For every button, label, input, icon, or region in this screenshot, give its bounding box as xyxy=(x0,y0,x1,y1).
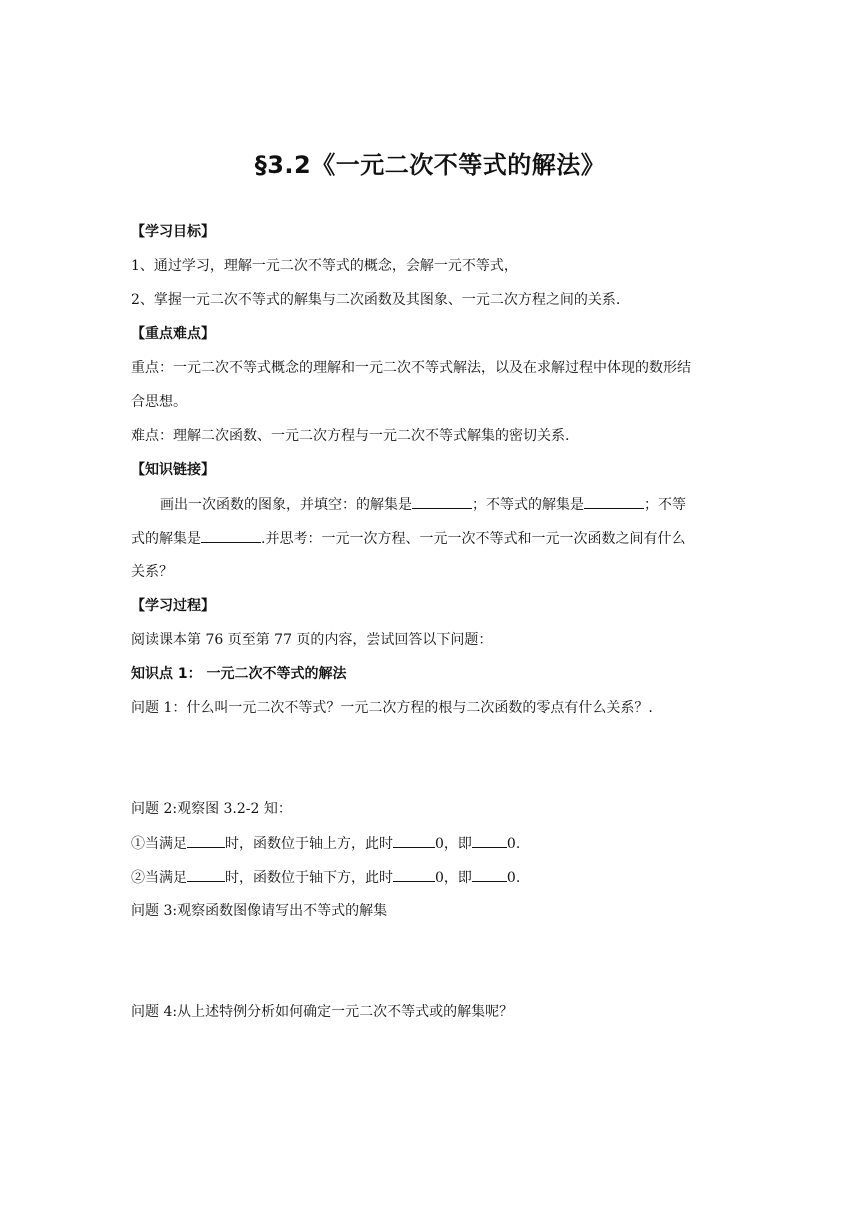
page-title: §3.2《一元二次不等式的解法》 xyxy=(254,151,606,179)
question-4: 问题 4:从上述特例分析如何确定一元二次不等式或的解集呢？ xyxy=(131,1004,514,1020)
q2-item1-text-d: 0. xyxy=(506,836,521,852)
link-text-b: ；不等式的解集是 xyxy=(472,497,584,513)
answer-blank[interactable] xyxy=(187,867,225,882)
focus-text-line2: 合思想。 xyxy=(131,394,187,410)
answer-blank[interactable] xyxy=(393,867,435,882)
link-paragraph-line3: 关系？ xyxy=(131,564,173,580)
link-text-a: 画出一次函数的图象，并填空：的解集是 xyxy=(160,497,412,513)
q2-item2-text-a: ②当满足 xyxy=(131,870,187,886)
answer-blank[interactable] xyxy=(412,494,472,509)
reading-instruction: 阅读课本第 76 页至第 77 页的内容，尝试回答以下问题： xyxy=(131,632,493,648)
question-2: 问题 2:观察图 3.2-2 知： xyxy=(131,801,292,817)
question-2-item-2 xyxy=(131,867,520,888)
answer-blank[interactable] xyxy=(472,833,507,848)
q2-item1-text-c: 0，即 xyxy=(435,836,472,852)
difficulty-text: 难点：理解二次函数、一元二次方程与一元二次不等式解集的密切关系. xyxy=(131,428,570,444)
goal-item-1: 1、通过学习，理解一元二次不等式的概念，会解一元不等式， xyxy=(131,258,518,274)
key-points-heading: 【重点难点】 xyxy=(131,326,215,342)
q2-item2-text-b: 时，函数位于轴下方，此时 xyxy=(225,870,393,886)
link-heading: 【知识链接】 xyxy=(131,462,215,478)
q2-item2-text-d: 0. xyxy=(506,870,521,886)
link-text-d: 式的解集是 xyxy=(131,531,201,547)
link-paragraph-line2 xyxy=(131,528,685,549)
q2-item2-text-c: 0，即 xyxy=(435,870,472,886)
link-text-c: ；不等 xyxy=(644,497,686,513)
focus-text-line1: 重点：一元二次不等式概念的理解和一元二次不等式解法，以及在求解过程中体现的数形结 xyxy=(131,360,691,376)
question-2-item-1 xyxy=(131,833,520,854)
question-3: 问题 3:观察函数图像请写出不等式的解集 xyxy=(131,903,388,919)
goals-heading: 【学习目标】 xyxy=(131,224,215,240)
answer-blank[interactable] xyxy=(584,494,644,509)
knowledge-point-heading: 知识点 1： 一元二次不等式的解法 xyxy=(131,666,347,682)
link-text-e: .并思考：一元一次方程、一元一次不等式和一元一次函数之间有什么 xyxy=(261,531,686,547)
answer-blank[interactable] xyxy=(393,833,435,848)
q2-item1-text-a: ①当满足 xyxy=(131,836,187,852)
link-paragraph-line1 xyxy=(160,494,686,515)
q2-item1-text-b: 时，函数位于轴上方，此时 xyxy=(225,836,393,852)
answer-blank[interactable] xyxy=(187,833,225,848)
process-heading: 【学习过程】 xyxy=(131,598,215,614)
goal-item-2: 2、掌握一元二次不等式的解集与二次函数及其图象、一元二次方程之间的关系. xyxy=(131,292,621,308)
answer-blank[interactable] xyxy=(201,528,261,543)
question-1: 问题 1：什么叫一元二次不等式？一元二次方程的根与二次函数的零点有什么关系？. xyxy=(131,700,653,716)
answer-blank[interactable] xyxy=(472,867,507,882)
